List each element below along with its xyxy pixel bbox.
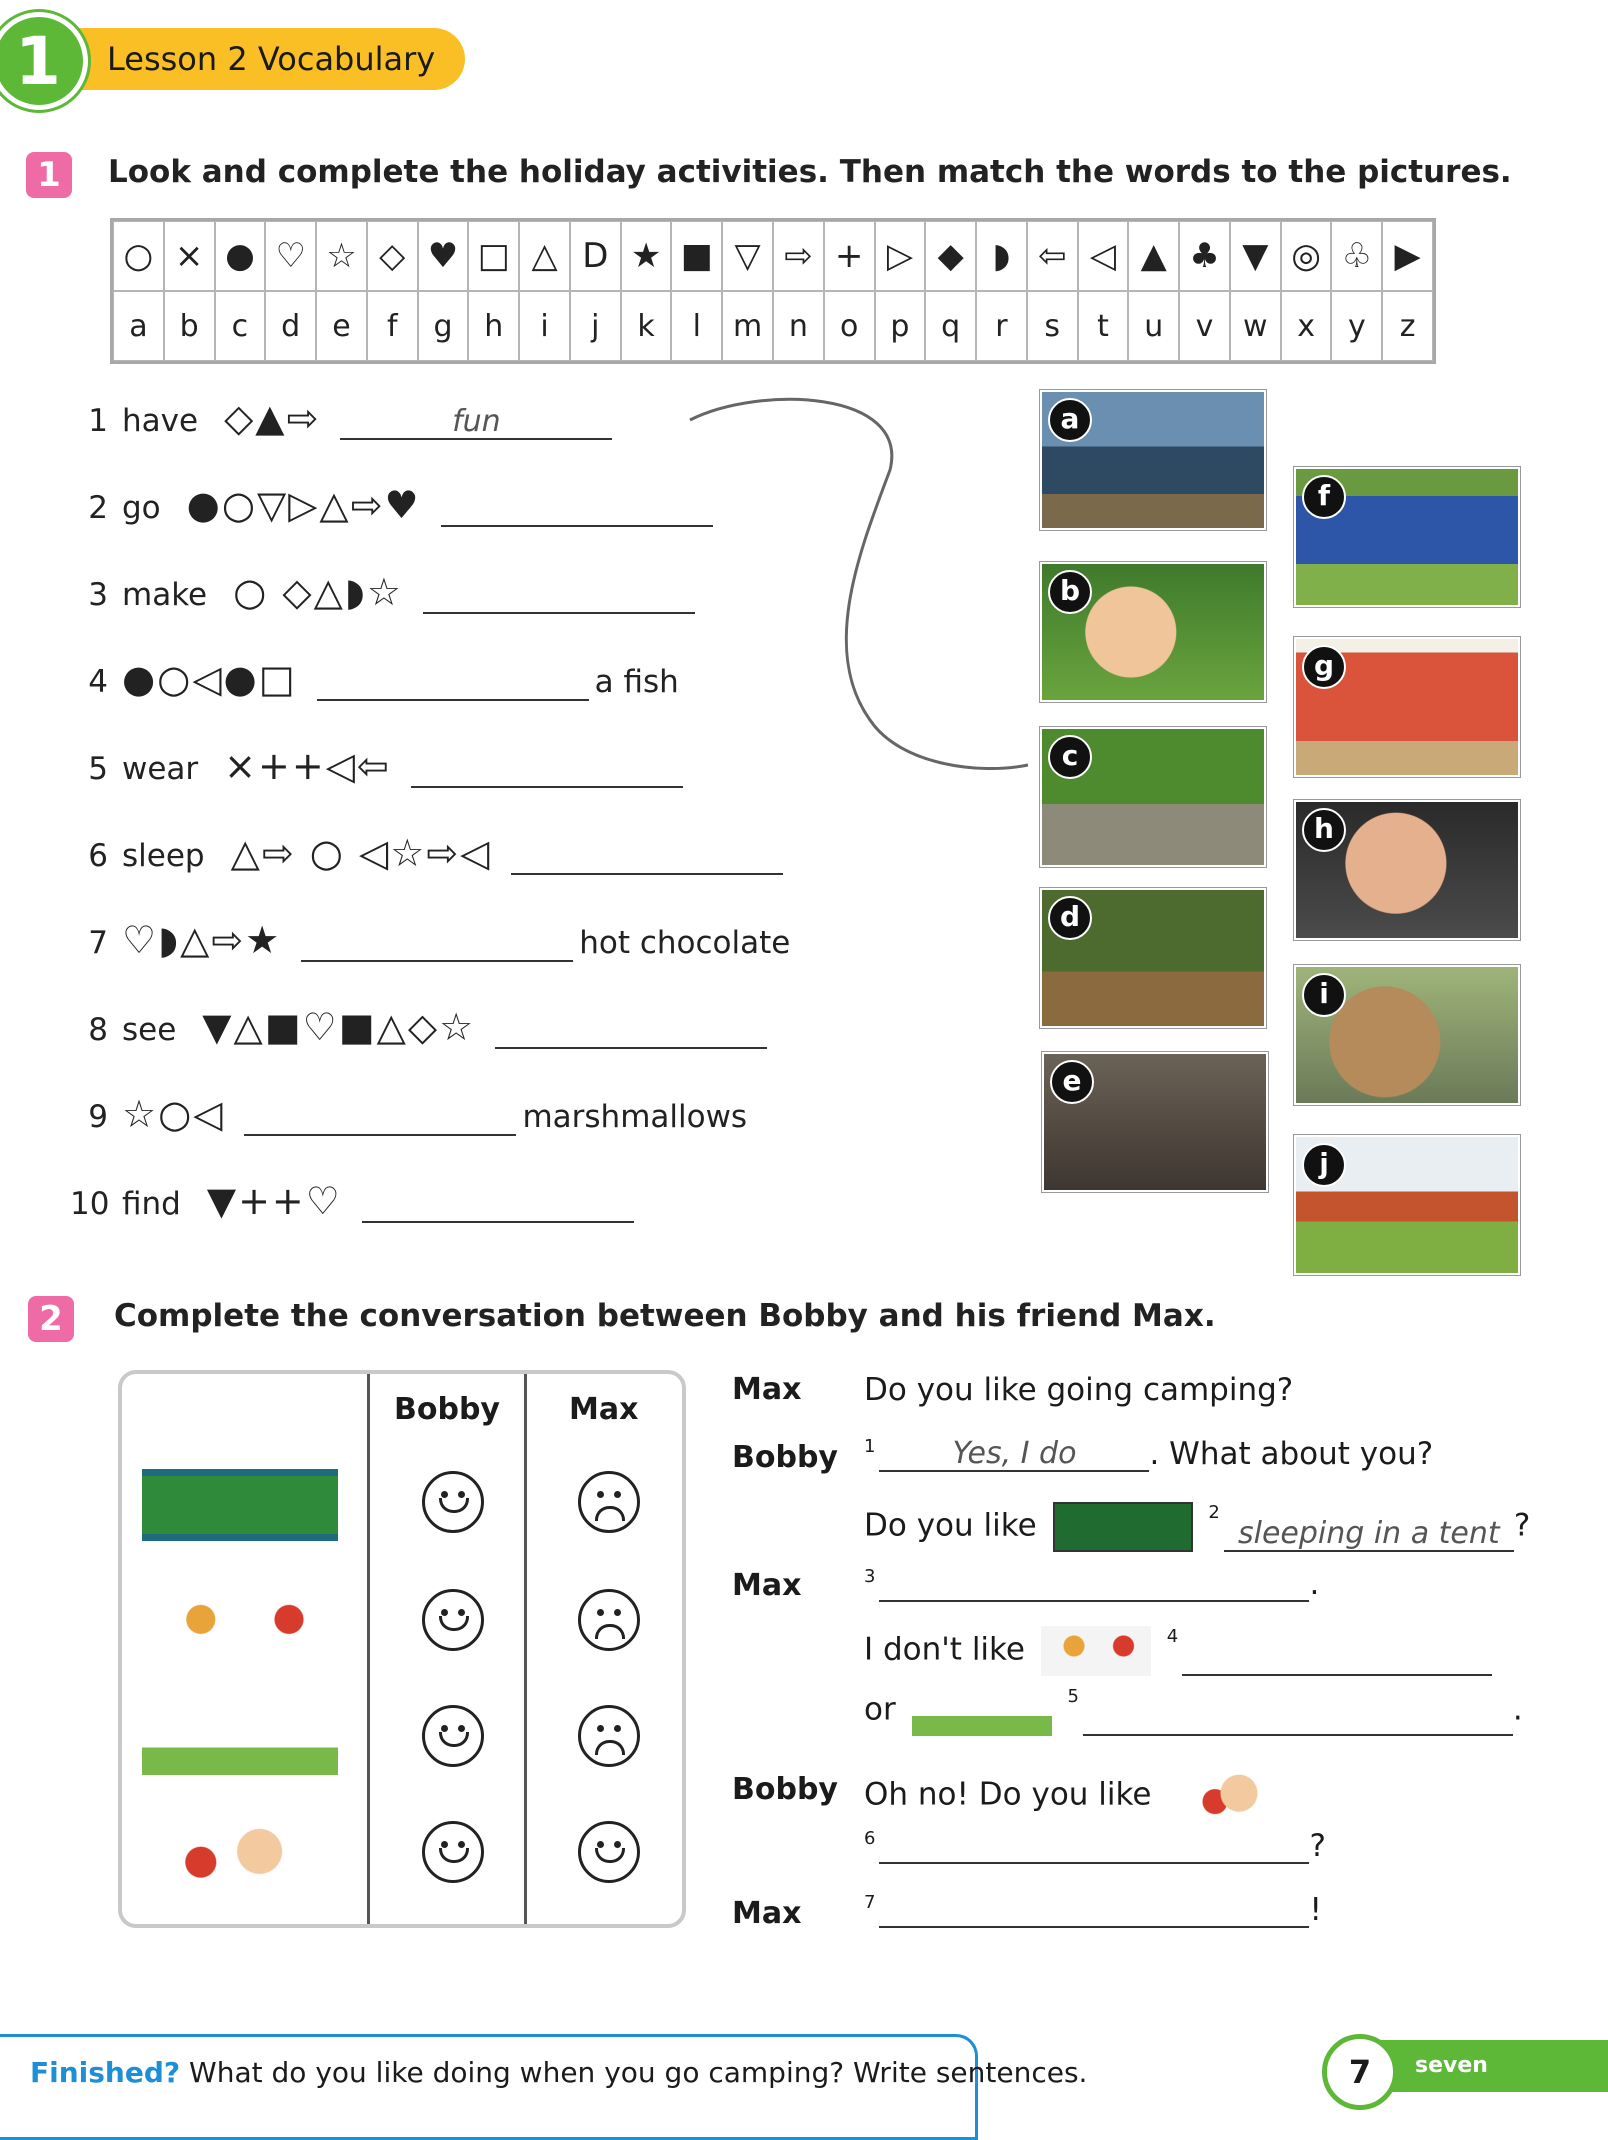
code-letter: n (773, 291, 824, 361)
code-letter: z (1382, 291, 1433, 361)
code-table (110, 218, 1436, 364)
dialogue-line: $^1$ Yes, I do . What about you? (864, 1436, 1434, 1472)
exercise-1-instruction: Look and complete the holiday activities. Then match the words to the pictures. (108, 154, 1512, 190)
answer-blank[interactable] (879, 1828, 1309, 1864)
coded-word: ◇▲⇨ (224, 396, 321, 440)
code-symbol: ♡ (265, 221, 316, 291)
code-letter: r (976, 291, 1027, 361)
exercise-1-number: 1 (26, 152, 72, 198)
question-number: 8 (88, 1012, 108, 1048)
question-verb: have (122, 403, 199, 439)
dialogue-line: or $^5$ . (864, 1686, 1523, 1736)
activity-icon (142, 1819, 338, 1891)
answer-blank[interactable]: sleeping in a tent (1224, 1516, 1514, 1552)
answer-blank[interactable] (879, 1892, 1309, 1928)
code-symbol: ♧ (1331, 221, 1382, 291)
question-verb: sleep (122, 838, 205, 874)
finished-label: Finished? (30, 2056, 181, 2089)
answer-blank[interactable] (411, 752, 683, 788)
happy-face-icon (422, 1705, 484, 1767)
code-symbol: ▲ (1128, 221, 1179, 291)
question-row (70, 657, 679, 701)
question-verb: make (122, 577, 208, 613)
question-number: 3 (88, 577, 108, 613)
question-row (70, 744, 683, 788)
answer-blank[interactable] (511, 839, 783, 875)
code-letter: s (1027, 291, 1078, 361)
answer-blank[interactable] (495, 1013, 767, 1049)
question-row (70, 483, 713, 527)
activity-photo[interactable] (1294, 800, 1520, 940)
hot-drink-thumbnail (1191, 1768, 1271, 1824)
code-letter: m (722, 291, 773, 361)
activity-photo[interactable] (1294, 1135, 1520, 1275)
code-letter: l (671, 291, 722, 361)
photo-label: d (1048, 896, 1092, 940)
question-number: 9 (88, 1099, 108, 1135)
code-symbol: ⇦ (1027, 221, 1078, 291)
code-letter: g (418, 291, 469, 361)
question-verb: find (122, 1186, 181, 1222)
coded-word: ●○◁●□ (122, 657, 297, 701)
question-suffix: a fish (594, 664, 679, 700)
dialogue-line: I don't like $^4$ (864, 1626, 1492, 1676)
code-letter: v (1179, 291, 1230, 361)
match-line (680, 390, 1040, 800)
code-symbol: ☆ (316, 221, 367, 291)
question-row (70, 570, 695, 614)
activity-photo[interactable] (1040, 888, 1266, 1028)
coded-word: ♡◗△⇨★ (122, 918, 282, 962)
answer-blank[interactable] (1182, 1640, 1492, 1676)
lesson-title: Lesson 2 Vocabulary (107, 40, 436, 78)
code-letter: j (570, 291, 621, 361)
answer-blank[interactable] (879, 1566, 1309, 1602)
question-number: 6 (88, 838, 108, 874)
code-letter: h (468, 291, 519, 361)
photo-label: i (1302, 973, 1346, 1017)
lesson-banner (65, 28, 465, 90)
code-symbol: ○ (113, 221, 164, 291)
speaker-bobby: Bobby (732, 1772, 838, 1807)
dialogue-line: $^3$ . (864, 1566, 1320, 1602)
table-header-bobby: Bobby (394, 1392, 500, 1427)
likes-table (118, 1370, 686, 1928)
happy-face-icon (422, 1589, 484, 1651)
photo-label: h (1302, 808, 1346, 852)
code-letter: f (367, 291, 418, 361)
code-symbol: + (824, 221, 875, 291)
question-verb: wear (122, 751, 199, 787)
activity-photo[interactable] (1040, 562, 1266, 702)
question-row (70, 396, 612, 440)
exercise-2-number: 2 (28, 1296, 74, 1342)
activity-icon (142, 1469, 338, 1541)
code-symbol: ◗ (976, 221, 1027, 291)
coded-word: ●○▽▷△⇨♥ (186, 483, 421, 527)
activity-photo[interactable] (1294, 467, 1520, 607)
happy-face-icon (578, 1821, 640, 1883)
code-symbol: ⇨ (773, 221, 824, 291)
exercise-2-instruction: Complete the conversation between Bobby and his friend Max. (114, 1298, 1216, 1334)
speaker-max: Max (732, 1896, 802, 1931)
dialogue-line: Do you like going camping? (864, 1372, 1294, 1408)
code-letter: c (215, 291, 266, 361)
code-symbol: × (164, 221, 215, 291)
question-suffix: hot chocolate (579, 925, 791, 961)
code-letter: e (316, 291, 367, 361)
activity-photo[interactable] (1294, 637, 1520, 777)
photo-label: f (1302, 475, 1346, 519)
code-symbol: △ (519, 221, 570, 291)
photo-label: e (1050, 1060, 1094, 1104)
coded-word: ☆○◁ (122, 1092, 225, 1136)
wood-collecting-thumbnail (1041, 1626, 1151, 1676)
page-word: seven (1415, 2053, 1488, 2078)
speaker-max: Max (732, 1568, 802, 1603)
finished-prompt (30, 2056, 1087, 2089)
dialogue-line: $^6$ ? (864, 1828, 1326, 1864)
activity-photo[interactable] (1040, 390, 1266, 530)
code-symbol: ■ (671, 221, 722, 291)
dialogue-line: $^7$ ! (864, 1892, 1322, 1928)
code-symbol: ● (215, 221, 266, 291)
code-symbol: ▼ (1230, 221, 1281, 291)
photo-label: g (1302, 645, 1346, 689)
question-number: 5 (88, 751, 108, 787)
happy-face-icon (422, 1471, 484, 1533)
sad-face-icon (578, 1589, 640, 1651)
code-letter: k (621, 291, 672, 361)
code-symbol: ▷ (875, 221, 926, 291)
code-letter: t (1078, 291, 1129, 361)
coded-word: △⇨ ○ ◁☆⇨◁ (230, 831, 492, 875)
finished-text: What do you like doing when you go camping? Write sentences. (189, 2056, 1088, 2089)
page-number: 7 (1322, 2034, 1398, 2110)
answer-blank[interactable] (317, 665, 589, 701)
happy-face-icon (422, 1821, 484, 1883)
question-verb: go (122, 490, 161, 526)
question-row (70, 1179, 634, 1223)
answer-blank[interactable] (362, 1187, 634, 1223)
question-row (70, 1092, 747, 1136)
question-row (70, 831, 783, 875)
code-letter: w (1230, 291, 1281, 361)
photo-label: b (1048, 570, 1092, 614)
code-letter: u (1128, 291, 1179, 361)
code-symbol: ▽ (722, 221, 773, 291)
code-letter: i (519, 291, 570, 361)
question-row (70, 1005, 767, 1049)
question-row (70, 918, 790, 962)
campfire-thumbnail (912, 1686, 1052, 1736)
unit-badge (0, 12, 88, 110)
code-symbol: □ (468, 221, 519, 291)
photo-label: a (1048, 398, 1092, 442)
code-symbol: ◎ (1281, 221, 1332, 291)
answer-blank[interactable] (423, 578, 695, 614)
question-verb: see (122, 1012, 177, 1048)
answer-blank[interactable]: Yes, I do (879, 1436, 1149, 1472)
activity-photo[interactable] (1042, 1052, 1268, 1192)
coded-word: ○ ◇△◗☆ (233, 570, 403, 614)
tent-thumbnail (1053, 1502, 1193, 1552)
coded-word: ▼△■♡■△◇☆ (202, 1005, 476, 1049)
code-letter: a (113, 291, 164, 361)
code-symbol: ♣ (1179, 221, 1230, 291)
photo-label: c (1048, 735, 1092, 779)
answer-blank[interactable] (301, 926, 573, 962)
code-symbol: ▶ (1382, 221, 1433, 291)
speaker-max: Max (732, 1372, 802, 1407)
question-number: 10 (70, 1186, 110, 1222)
code-letter: d (265, 291, 316, 361)
code-symbol: ♥ (418, 221, 469, 291)
code-letter: p (875, 291, 926, 361)
code-letter: b (164, 291, 215, 361)
question-number: 7 (88, 925, 108, 961)
unit-number: 1 (15, 23, 61, 100)
activity-icon (142, 1587, 338, 1659)
answer-blank[interactable] (441, 491, 713, 527)
sad-face-icon (578, 1471, 640, 1533)
answer-blank[interactable] (1083, 1700, 1513, 1736)
code-symbol: ◆ (925, 221, 976, 291)
sad-face-icon (578, 1705, 640, 1767)
activity-icon (142, 1703, 338, 1775)
dialogue-line: Oh no! Do you like (864, 1768, 1271, 1824)
code-letter: x (1281, 291, 1332, 361)
code-letter: o (824, 291, 875, 361)
dialogue-line: Do you like $^2$sleeping in a tent ? (864, 1502, 1531, 1551)
speaker-bobby: Bobby (732, 1440, 838, 1475)
question-suffix: marshmallows (522, 1099, 748, 1135)
answer-blank[interactable]: fun (340, 404, 612, 440)
question-number: 1 (88, 403, 108, 439)
code-symbol: D (570, 221, 621, 291)
answer-blank[interactable] (244, 1100, 516, 1136)
photo-label: j (1302, 1143, 1346, 1187)
coded-word: ▼++♡ (206, 1179, 342, 1223)
activity-photo[interactable] (1294, 965, 1520, 1105)
code-letter: q (925, 291, 976, 361)
activity-photo[interactable] (1040, 727, 1266, 867)
code-symbol: ◁ (1078, 221, 1129, 291)
question-number: 4 (88, 664, 108, 700)
coded-word: ×++◁⇦ (224, 744, 391, 788)
code-symbol: ◇ (367, 221, 418, 291)
code-letter: y (1331, 291, 1382, 361)
question-number: 2 (88, 490, 108, 526)
table-header-max: Max (569, 1392, 639, 1427)
code-symbol: ★ (621, 221, 672, 291)
